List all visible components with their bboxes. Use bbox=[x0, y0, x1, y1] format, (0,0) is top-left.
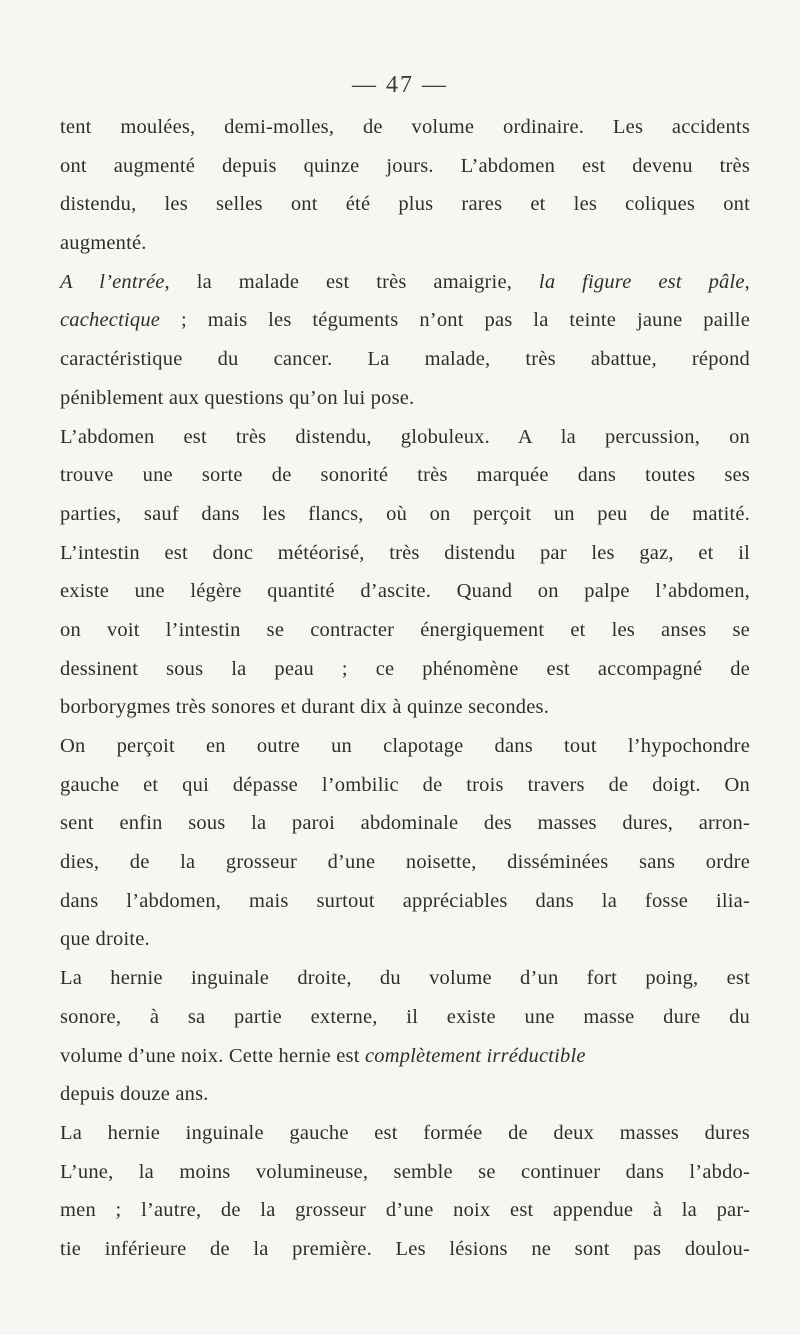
text-run: tent moulées, demi-molles, de volume ordinaire. Les accidents bbox=[60, 116, 750, 138]
text-run: volume d’une noix. Cette hernie est bbox=[60, 1044, 365, 1067]
body-text bbox=[60, 108, 750, 1269]
text-run: augmenté. bbox=[60, 232, 147, 255]
text-run: dies, de la grosseur d’une noisette, disséminées sans ordre bbox=[60, 851, 750, 874]
text-run: men ; l’autre, de la grosseur d’une noix est appendue à la par- bbox=[60, 1199, 750, 1222]
text-line bbox=[60, 998, 750, 1037]
text-run: L’une, la moins volumineuse, semble se continuer dans l’abdo- bbox=[60, 1160, 750, 1183]
text-line bbox=[60, 650, 750, 689]
text-run: caractéristique du cancer. La malade, très abattue, répond bbox=[60, 348, 750, 371]
text-run: borborygmes très sonores et durant dix à quinze secondes. bbox=[60, 696, 550, 719]
text-run: péniblement aux questions qu’on lui pose. bbox=[60, 386, 415, 409]
text-line bbox=[60, 611, 750, 650]
text-line bbox=[60, 456, 750, 495]
text-run: que droite. bbox=[60, 928, 150, 951]
text-run: On perçoit en outre un clapotage dans tout l’hypochondre bbox=[60, 735, 750, 757]
text-run: L’intestin est donc météorisé, très distendu par les gaz, et il bbox=[60, 541, 750, 564]
text-line bbox=[60, 766, 750, 805]
text-line bbox=[60, 379, 750, 418]
text-line bbox=[60, 727, 750, 766]
text-run: on voit l’intestin se contracter énergiquement et les anses se bbox=[60, 618, 750, 641]
text-run: sonore, à sa partie externe, il existe une masse dure du bbox=[60, 1005, 750, 1028]
text-run: , la malade est très amaigrie, bbox=[164, 270, 539, 293]
text-line bbox=[60, 959, 750, 998]
text-run: sent enfin sous la paroi abdominale des masses dures, arron- bbox=[60, 812, 750, 835]
text-line bbox=[60, 495, 750, 534]
text-line bbox=[60, 340, 750, 379]
text-run: La hernie inguinale gauche est formée de deux masses dures bbox=[60, 1121, 750, 1144]
text-line bbox=[60, 1153, 750, 1192]
text-run: dans l’abdomen, mais surtout appréciables dans la fosse ilia- bbox=[60, 889, 750, 912]
text-line bbox=[60, 301, 750, 340]
text-line bbox=[60, 920, 750, 959]
text-run: , bbox=[744, 270, 750, 293]
text-run: l’entrée bbox=[99, 270, 165, 293]
text-run: distendu, les selles ont été plus rares et les coliques ont bbox=[60, 193, 750, 216]
text-line bbox=[60, 263, 750, 302]
text-run: A bbox=[60, 270, 100, 293]
text-line bbox=[60, 804, 750, 843]
text-run: complètement irréductible bbox=[364, 1044, 586, 1067]
text-run: cachectique bbox=[60, 309, 161, 332]
text-run: L’abdomen est très distendu, globuleux. A la percussion, on bbox=[60, 425, 750, 448]
text-line bbox=[60, 108, 750, 147]
text-run: tie inférieure de la première. Les lésions ne sont pas doulou- bbox=[60, 1237, 750, 1260]
text-line bbox=[60, 185, 750, 224]
text-line bbox=[60, 1114, 750, 1153]
text-line bbox=[60, 534, 750, 573]
text-line bbox=[60, 843, 750, 882]
text-run: parties, sauf dans les flancs, où on perçoit un peu de matité. bbox=[60, 502, 750, 525]
text-line bbox=[60, 882, 750, 921]
text-line bbox=[60, 688, 750, 727]
text-run: dessinent sous la peau ; ce phénomène est accompagné de bbox=[60, 657, 750, 680]
text-run: ont augmenté depuis quinze jours. L’abdomen est devenu très bbox=[60, 154, 750, 177]
text-run: existe une légère quantité d’ascite. Quand on palpe l’abdomen, bbox=[60, 580, 750, 603]
text-line bbox=[60, 147, 750, 186]
text-run: trouve une sorte de sonorité très marquée dans toutes ses bbox=[60, 464, 750, 487]
text-run: ; mais les téguments n’ont pas la teinte jaune paille bbox=[160, 309, 750, 332]
text-run: gauche et qui dépasse l’ombilic de trois travers de doigt. On bbox=[60, 773, 750, 796]
text-line bbox=[60, 418, 750, 457]
page-number: — 47 — bbox=[352, 72, 448, 98]
text-line bbox=[60, 1191, 750, 1230]
text-run: La hernie inguinale droite, du volume d’un fort poing, est bbox=[60, 967, 750, 990]
text-run: la figure est pâle bbox=[538, 270, 745, 293]
text-line bbox=[60, 1075, 750, 1114]
text-line bbox=[60, 1037, 750, 1076]
text-run: depuis douze ans. bbox=[60, 1083, 209, 1106]
text-line bbox=[60, 1230, 750, 1269]
text-line bbox=[60, 224, 750, 263]
text-line bbox=[60, 572, 750, 611]
